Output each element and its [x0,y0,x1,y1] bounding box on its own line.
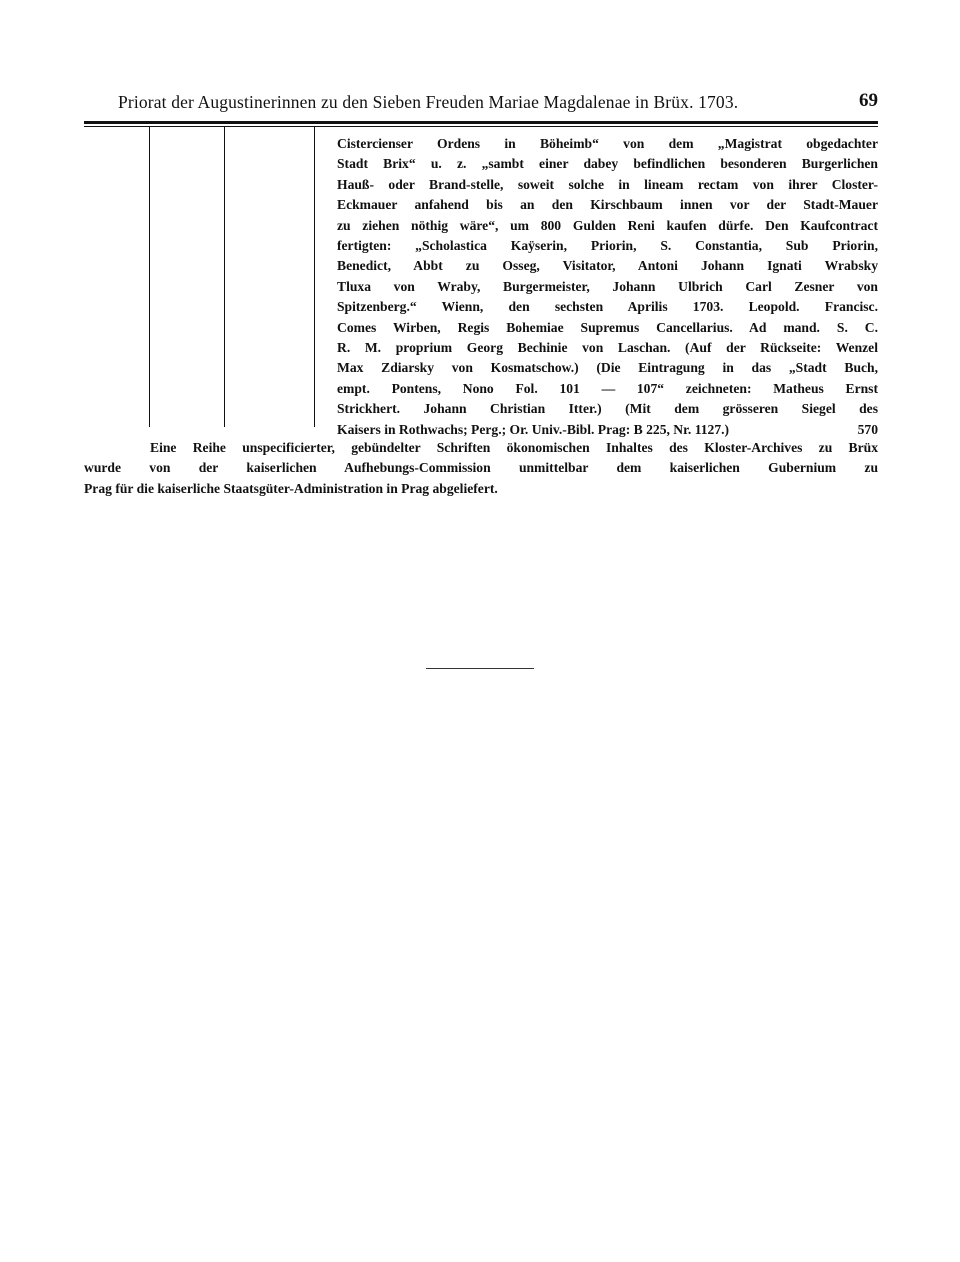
entry-number: 570 [857,421,878,437]
entry-line: empt. Pontens, Nono Fol. 101 — 107“ zeichneten: Matheus Ernst [337,380,878,396]
entry-line: Max Zdiarsky von Kosmatschow.) (Die Eintragung in das „Stadt Buch, [337,360,878,376]
note-line: Eine Reihe unspecificierter, gebündelter Schriften ökonomischen Inhaltes des Kloster-Archives zu Brüx [150,440,878,455]
column-divider-2 [224,127,225,427]
entry-line: Cistercienser Ordens in Böheimb“ von dem „Magistrat obgedachter [337,136,878,151]
running-header [118,88,878,116]
entry-line: Comes Wirben, Regis Bohemiae Supremus Cancellarius. Ad mand. S. C. [337,319,878,335]
column-divider-1 [149,127,150,427]
entry-line: Stadt Brix“ u. z. „sambt einer dabey befindlichen besonderen Burgerlichen [337,156,878,172]
note-line: wurde von der kaiserlichen Aufhebungs-Commission unmittelbar dem kaiserlichen Gubernium zu [84,460,878,476]
entry-line: Benedict, Abbt zu Osseg, Visitator, Antoni Johann Ignati Wrabsky [337,258,878,274]
entry-line: Eckmauer anfahend bis an den Kirschbaum innen vor der Stadt-Mauer [337,197,878,213]
page-number: 69 [859,90,878,111]
entry-line: Tluxa von Wraby, Burgermeister, Johann Ulbrich Carl Zesner von [337,278,878,294]
entry-line: Spitzenberg.“ Wienn, den sechsten Aprilis 1703. Leopold. Francisc. [337,299,878,315]
entry-line: R. M. proprium Georg Bechinie von Laschan. (Auf der Rückseite: Wenzel [337,340,878,356]
entry-line: zu ziehen nöthig wäre“, um 800 Gulden Reni kaufen dürfe. Den Kaufcontract [337,217,878,233]
closing-note [84,438,878,499]
note-line: Prag für die kaiserliche Staatsgüter-Administration in Prag abgeliefert. [84,480,498,496]
entry-line: Hauß- oder Brand-stelle, soweit solche in lineam rectam von ihrer Closter- [337,176,878,192]
register-entry [337,134,878,440]
entry-last-text: Kaisers in Rothwachs; Perg.; Or. Univ.-Bibl. Prag: B 225, Nr. 1127.) [337,421,730,437]
entry-line: Strickhert. Johann Christian Itter.) (Mit dem grösseren Siegel des [337,401,878,417]
entry-line: fertigten: „Scholastica Kaÿserin, Priorin, S. Constantia, Sub Priorin, [337,238,878,254]
header-rule-thick [84,121,878,124]
header-rule-thin [84,126,878,127]
end-rule [426,668,534,669]
column-divider-3 [314,127,315,427]
header-title: Priorat der Augustinerinnen zu den Sieben Freuden Mariae Magdalenae in Brüx. 1703. [118,92,739,112]
